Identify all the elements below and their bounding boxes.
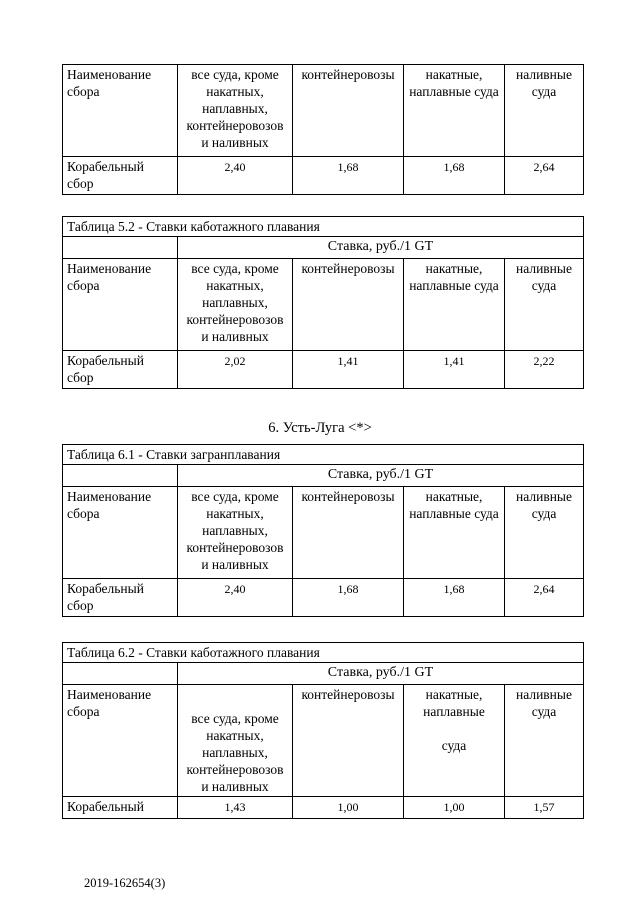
value-cell: 1,68 — [404, 157, 505, 195]
table-6-2 — [62, 642, 584, 819]
value-cell: 2,22 — [505, 351, 584, 389]
col-all-ships-header: все суда, кроме накатных, наплавных, контейнеровозов и наливных — [178, 65, 293, 157]
table-header-row — [63, 685, 584, 797]
col-roro-header — [404, 685, 505, 797]
col-tanker-header: наливные суда — [505, 685, 584, 797]
value-cell: 1,00 — [293, 797, 404, 819]
col-all-ships-header: все суда, кроме накатных, наплавных, контейнеровозов и наливных — [178, 487, 293, 579]
col-roro-header: накатные, наплавные суда — [404, 259, 505, 351]
value-cell: 1,41 — [293, 351, 404, 389]
table-caption-row — [63, 217, 584, 237]
col-roro-header-line1: накатные, наплавные — [423, 687, 485, 719]
fee-name-cell: Корабельный — [63, 797, 178, 819]
col-container-header: контейнеровозы — [293, 259, 404, 351]
fee-name-cell: Корабельный сбор — [63, 351, 178, 389]
value-cell: 1,68 — [404, 579, 505, 617]
fee-name-cell: Корабельный сбор — [63, 157, 178, 195]
table-caption: Таблица 6.1 - Ставки загранплавания — [63, 445, 584, 465]
col-name-header: Наименование сбора — [63, 65, 178, 157]
col-name-header: Наименование сбора — [63, 259, 178, 351]
table-caption: Таблица 6.2 - Ставки каботажного плавания — [63, 643, 584, 663]
col-all-ships-header: все суда, кроме накатных, наплавных, контейнеровозов и наливных — [178, 259, 293, 351]
rate-header: Ставка, руб./1 GT — [178, 465, 584, 487]
section-title: 6. Усть-Луга <*> — [268, 420, 372, 436]
fee-name-cell: Корабельный сбор — [63, 579, 178, 617]
table-caption-row — [63, 643, 584, 663]
value-cell: 1,68 — [293, 579, 404, 617]
table-row — [63, 579, 584, 617]
col-name-header: Наименование сбора — [63, 487, 178, 579]
value-cell: 2,02 — [178, 351, 293, 389]
table-header-row — [63, 65, 584, 157]
col-roro-header: накатные, наплавные суда — [404, 65, 505, 157]
value-cell: 1,57 — [505, 797, 584, 819]
table-5-2 — [62, 216, 584, 389]
table-header-row — [63, 487, 584, 579]
col-tanker-header: наливные суда — [505, 65, 584, 157]
table-header-row — [63, 259, 584, 351]
value-cell: 2,64 — [505, 157, 584, 195]
rate-header-row — [63, 237, 584, 259]
table-prev-continued — [62, 64, 584, 195]
value-cell: 2,40 — [178, 157, 293, 195]
rate-header: Ставка, руб./1 GT — [178, 237, 584, 259]
col-tanker-header: наливные суда — [505, 487, 584, 579]
table-row — [63, 797, 584, 819]
col-tanker-header: наливные суда — [505, 259, 584, 351]
col-container-header: контейнеровозы — [293, 65, 404, 157]
value-cell: 1,43 — [178, 797, 293, 819]
value-cell: 1,68 — [293, 157, 404, 195]
rate-header-row — [63, 465, 584, 487]
col-container-header: контейнеровозы — [293, 685, 404, 797]
col-roro-header: накатные, наплавные суда — [404, 487, 505, 579]
table-row — [63, 157, 584, 195]
empty-cell — [63, 465, 178, 487]
rate-header-row — [63, 663, 584, 685]
value-cell: 1,00 — [404, 797, 505, 819]
col-name-header: Наименование сбора — [63, 685, 178, 797]
table-row — [63, 351, 584, 389]
col-roro-header-line2: суда — [441, 738, 467, 753]
empty-cell — [63, 237, 178, 259]
document-number-footer: 2019-162654(3) — [84, 876, 166, 890]
value-cell: 2,64 — [505, 579, 584, 617]
value-cell: 1,41 — [404, 351, 505, 389]
col-all-ships-header: все суда, кроме накатных, наплавных, контейнеровозов и наливных — [178, 685, 293, 797]
table-6-1 — [62, 444, 584, 617]
rate-header: Ставка, руб./1 GT — [178, 663, 584, 685]
empty-cell — [63, 663, 178, 685]
table-caption-row — [63, 445, 584, 465]
table-caption: Таблица 5.2 - Ставки каботажного плавания — [63, 217, 584, 237]
col-container-header: контейнеровозы — [293, 487, 404, 579]
value-cell: 2,40 — [178, 579, 293, 617]
